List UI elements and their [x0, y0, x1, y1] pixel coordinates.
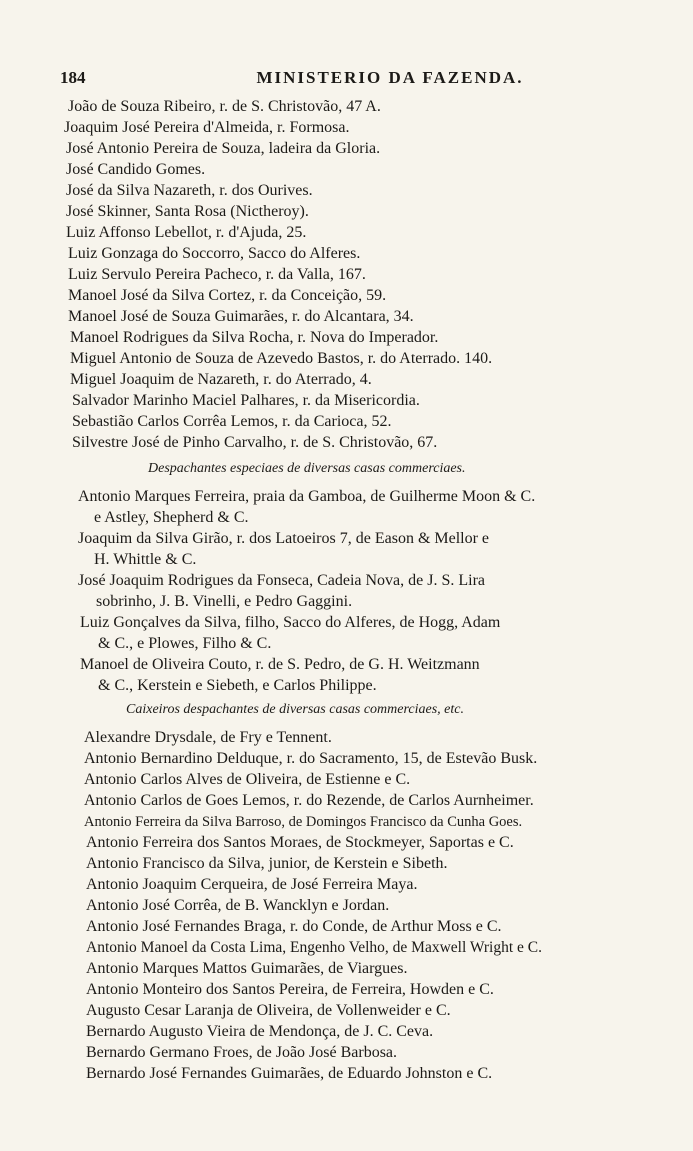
list-item: Antonio Marques Ferreira, praia da Gamboa, de Guilherme Moon & C.	[78, 488, 536, 505]
list-item: Sebastião Carlos Corrêa Lemos, r. da Carioca, 52.	[72, 413, 392, 430]
page-number: 184	[60, 68, 86, 87]
list-item: Luiz Gonçalves da Silva, filho, Sacco do Alferes, de Hogg, Adam	[80, 614, 501, 631]
list-item: Manoel José da Silva Cortez, r. da Conceição, 59.	[68, 287, 387, 304]
list-item: Manoel Rodrigues da Silva Rocha, r. Nova do Imperador.	[70, 329, 439, 346]
list-item: Joaquim da Silva Girão, r. dos Latoeiros 7, de Eason & Mellor e	[78, 530, 490, 547]
list-item: Antonio Manoel da Costa Lima, Engenho Velho, de Maxwell Wright e C.	[86, 939, 542, 956]
list-item: Bernardo José Fernandes Guimarães, de Eduardo Johnston e C.	[86, 1065, 493, 1082]
list-item: & C., e Plowes, Filho & C.	[98, 635, 272, 652]
list-item: e Astley, Shepherd & C.	[94, 509, 249, 526]
list-item: Antonio Bernardino Delduque, r. do Sacramento, 15, de Estevão Busk.	[84, 750, 538, 767]
list-item: Bernardo Germano Froes, de João José Barbosa.	[86, 1044, 398, 1061]
list-item: Antonio Carlos Alves de Oliveira, de Estienne e C.	[84, 771, 411, 788]
list-item: Augusto Cesar Laranja de Oliveira, de Vollenweider e C.	[86, 1002, 451, 1019]
list-item: Antonio Joaquim Cerqueira, de José Ferreira Maya.	[86, 876, 418, 893]
list-item: Antonio Ferreira da Silva Barroso, de Domingos Francisco da Cunha Goes.	[84, 814, 523, 830]
list-item: Bernardo Augusto Vieira de Mendonça, de J. C. Ceva.	[86, 1023, 434, 1040]
list-item: Antonio Monteiro dos Santos Pereira, de Ferreira, Howden e C.	[86, 981, 494, 998]
list-item: Salvador Marinho Maciel Palhares, r. da Misericordia.	[72, 392, 420, 409]
list-item: Antonio Ferreira dos Santos Moraes, de Stockmeyer, Saportas e C.	[86, 834, 514, 851]
list-item: Antonio José Fernandes Braga, r. do Conde, de Arthur Moss e C.	[86, 918, 502, 935]
list-item: José Skinner, Santa Rosa (Nictheroy).	[66, 203, 309, 220]
list-item: Manoel de Oliveira Couto, r. de S. Pedro, de G. H. Weitzmann	[80, 656, 480, 673]
section-heading: Caixeiros despachantes de diversas casas commerciaes, etc.	[126, 702, 464, 717]
list-item: Luiz Servulo Pereira Pacheco, r. da Valla, 167.	[68, 266, 366, 283]
section-heading: Despachantes especiaes de diversas casas commerciaes.	[148, 461, 466, 476]
list-item: José Candido Gomes.	[66, 161, 206, 178]
list-item: Joaquim José Pereira d'Almeida, r. Formosa.	[64, 119, 350, 136]
list-item: Antonio José Corrêa, de B. Wancklyn e Jordan.	[86, 897, 390, 914]
list-item: Antonio Carlos de Goes Lemos, r. do Rezende, de Carlos Aurnheimer.	[84, 792, 534, 809]
list-item: Manoel José de Souza Guimarães, r. do Alcantara, 34.	[68, 308, 414, 325]
list-item: José Antonio Pereira de Souza, ladeira da Gloria.	[66, 140, 381, 157]
list-item: Miguel Antonio de Souza de Azevedo Bastos, r. do Aterrado. 140.	[70, 350, 493, 367]
running-title: MINISTERIO DA FAZENDA.	[256, 68, 524, 87]
list-item: Alexandre Drysdale, de Fry e Tennent.	[84, 729, 332, 746]
list-item: Antonio Francisco da Silva, junior, de Kerstein e Sibeth.	[86, 855, 448, 872]
list-item: Luiz Affonso Lebellot, r. d'Ajuda, 25.	[66, 224, 307, 241]
list-item: Luiz Gonzaga do Soccorro, Sacco do Alferes.	[68, 245, 361, 262]
list-item: sobrinho, J. B. Vinelli, e Pedro Gaggini.	[96, 593, 353, 610]
page-header	[60, 68, 660, 92]
list-item: Antonio Marques Mattos Guimarães, de Viargues.	[86, 960, 408, 977]
list-item: Silvestre José de Pinho Carvalho, r. de S. Christovão, 67.	[72, 434, 438, 451]
list-item: José da Silva Nazareth, r. dos Ourives.	[66, 182, 313, 199]
list-item: Miguel Joaquim de Nazareth, r. do Aterrado, 4.	[70, 371, 372, 388]
list-item: H. Whittle & C.	[94, 551, 197, 568]
list-item: José Joaquim Rodrigues da Fonseca, Cadeia Nova, de J. S. Lira	[78, 572, 486, 589]
list-item: & C., Kerstein e Siebeth, e Carlos Philippe.	[98, 677, 377, 694]
list-item: João de Souza Ribeiro, r. de S. Christovão, 47 A.	[68, 98, 381, 115]
